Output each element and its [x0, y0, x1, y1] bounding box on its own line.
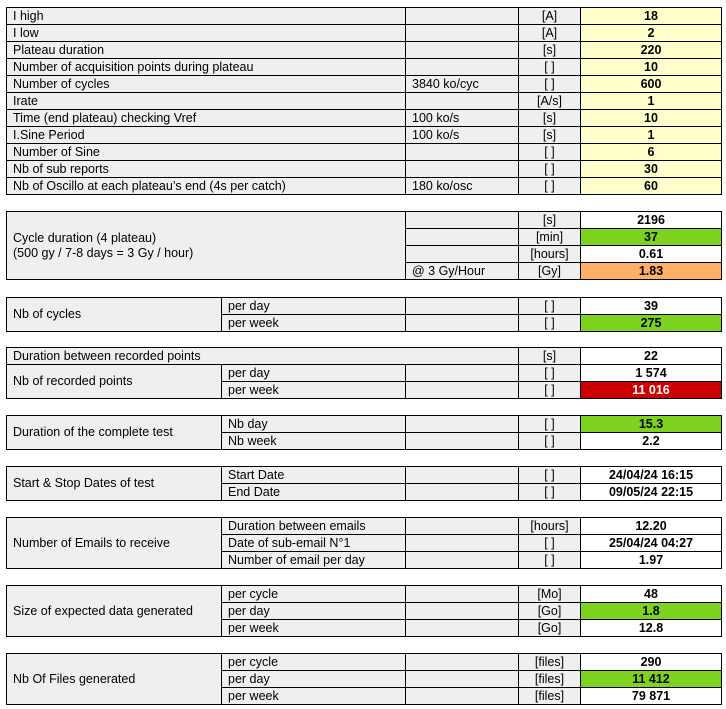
nb-cycles-table	[6, 297, 722, 332]
cycle-duration-table	[6, 211, 722, 280]
value-cell[interactable]: 1.97	[581, 552, 722, 569]
note-cell	[406, 144, 519, 161]
value-cell[interactable]: 1 574	[581, 365, 722, 382]
unit-cell: [ ]	[519, 315, 581, 332]
unit-cell: [s]	[519, 212, 581, 229]
value-cell[interactable]: 6	[581, 144, 722, 161]
unit-cell: [ ]	[519, 76, 581, 93]
note-cell	[406, 382, 519, 399]
value-cell[interactable]: 12.20	[581, 518, 722, 535]
unit-cell: [Go]	[519, 620, 581, 637]
unit-cell: [A/s]	[519, 93, 581, 110]
sub-label: Date of sub-email N°1	[222, 535, 406, 552]
value-cell[interactable]: 39	[581, 298, 722, 315]
unit-cell: [A]	[519, 25, 581, 42]
note-cell	[406, 246, 519, 263]
note-cell	[406, 25, 519, 42]
value-cell[interactable]: 48	[581, 586, 722, 603]
value-cell[interactable]: 12.8	[581, 620, 722, 637]
note-cell	[406, 603, 519, 620]
param-label: Number of Sine	[7, 144, 406, 161]
note-cell	[406, 315, 519, 332]
complete-test-label: Duration of the complete test	[7, 416, 222, 450]
note-cell: 3840 ko/cyc	[406, 76, 519, 93]
note-cell	[406, 620, 519, 637]
nb-cycles-label: Nb of cycles	[7, 298, 222, 332]
value-cell[interactable]: 11 016	[581, 382, 722, 399]
table-row	[7, 416, 722, 433]
value-cell[interactable]: 37	[581, 229, 722, 246]
dates-label: Start & Stop Dates of test	[7, 467, 222, 501]
param-label: Plateau duration	[7, 42, 406, 59]
note-cell	[406, 467, 519, 484]
unit-cell: [ ]	[519, 467, 581, 484]
table-row	[7, 365, 722, 382]
unit-cell: [s]	[519, 42, 581, 59]
table-row	[7, 59, 722, 76]
cycle-duration-label: Cycle duration (4 plateau) (500 gy / 7-8 days = 3 Gy / hour)	[7, 212, 406, 280]
recorded-points-label: Nb of recorded points	[7, 365, 222, 399]
sub-label: End Date	[222, 484, 406, 501]
note-cell	[406, 552, 519, 569]
unit-cell: [ ]	[519, 59, 581, 76]
note-cell	[406, 433, 519, 450]
table-row	[7, 110, 722, 127]
sub-label: per day	[222, 671, 406, 688]
sub-label: per day	[222, 603, 406, 620]
unit-cell: [ ]	[519, 365, 581, 382]
note-cell: 180 ko/osc	[406, 178, 519, 195]
note-cell	[406, 229, 519, 246]
value-cell[interactable]: 15.3	[581, 416, 722, 433]
sub-label: per day	[222, 365, 406, 382]
table-row	[7, 42, 722, 59]
value-cell[interactable]: 10	[581, 110, 722, 127]
data-size-label: Size of expected data generated	[7, 586, 222, 637]
value-cell[interactable]: 600	[581, 76, 722, 93]
note-cell	[406, 8, 519, 25]
sub-label: Nb week	[222, 433, 406, 450]
unit-cell: [min]	[519, 229, 581, 246]
note-cell	[406, 586, 519, 603]
note-cell	[406, 535, 519, 552]
duration-recorded-label: Duration between recorded points	[7, 348, 519, 365]
note-cell	[406, 298, 519, 315]
value-cell[interactable]: 220	[581, 42, 722, 59]
table-row	[7, 298, 722, 315]
param-label: I.Sine Period	[7, 127, 406, 144]
unit-cell: [ ]	[519, 382, 581, 399]
note-cell	[406, 59, 519, 76]
value-cell[interactable]: 60	[581, 178, 722, 195]
table-row	[7, 212, 722, 229]
sub-label: per week	[222, 620, 406, 637]
value-cell[interactable]: 79 871	[581, 688, 722, 705]
unit-cell: [files]	[519, 688, 581, 705]
unit-cell: [Gy]	[519, 263, 581, 280]
value-cell[interactable]: 18	[581, 8, 722, 25]
emails-label: Number of Emails to receive	[7, 518, 222, 569]
unit-cell: [ ]	[519, 433, 581, 450]
sub-label: Number of email per day	[222, 552, 406, 569]
note-cell	[406, 212, 519, 229]
note-cell	[406, 688, 519, 705]
unit-cell: [ ]	[519, 144, 581, 161]
unit-cell: [hours]	[519, 246, 581, 263]
unit-cell: [s]	[519, 127, 581, 144]
data-size-table	[6, 585, 722, 637]
table-row	[7, 93, 722, 110]
note-cell: @ 3 Gy/Hour	[406, 263, 519, 280]
table-row	[7, 178, 722, 195]
sub-label: per day	[222, 298, 406, 315]
value-cell[interactable]: 2196	[581, 212, 722, 229]
value-cell[interactable]: 1	[581, 127, 722, 144]
unit-cell: [Mo]	[519, 586, 581, 603]
table-row	[7, 518, 722, 535]
note-cell	[406, 161, 519, 178]
sub-label: per week	[222, 382, 406, 399]
value-cell[interactable]: 24/04/24 16:15	[581, 467, 722, 484]
param-label: Nb of Oscillo at each plateau’s end (4s per catch)	[7, 178, 406, 195]
value-cell[interactable]: 30	[581, 161, 722, 178]
unit-cell: [Go]	[519, 603, 581, 620]
param-label: Nb of sub reports	[7, 161, 406, 178]
param-label: Irate	[7, 93, 406, 110]
complete-test-table	[6, 415, 722, 450]
sub-label: per week	[222, 688, 406, 705]
files-label: Nb Of Files generated	[7, 654, 222, 705]
value-cell[interactable]: 10	[581, 59, 722, 76]
unit-cell: [ ]	[519, 535, 581, 552]
param-label: Time (end plateau) checking Vref	[7, 110, 406, 127]
unit-cell: [files]	[519, 654, 581, 671]
param-label: I high	[7, 8, 406, 25]
sub-label: Duration between emails	[222, 518, 406, 535]
param-label: I low	[7, 25, 406, 42]
parameters-table	[6, 7, 722, 195]
note-cell: 100 ko/s	[406, 127, 519, 144]
unit-cell: [files]	[519, 671, 581, 688]
note-cell	[406, 365, 519, 382]
note-cell	[406, 416, 519, 433]
note-cell	[406, 654, 519, 671]
table-row	[7, 467, 722, 484]
value-cell[interactable]: 1.83	[581, 263, 722, 280]
sub-label: Nb day	[222, 416, 406, 433]
unit-cell: [ ]	[519, 298, 581, 315]
files-table	[6, 653, 722, 705]
value-cell[interactable]: 22	[581, 348, 722, 365]
value-cell[interactable]: 1	[581, 93, 722, 110]
value-cell[interactable]: 11 412	[581, 671, 722, 688]
value-cell[interactable]: 275	[581, 315, 722, 332]
note-cell	[406, 518, 519, 535]
value-cell[interactable]: 2	[581, 25, 722, 42]
value-cell[interactable]: 1.8	[581, 603, 722, 620]
table-row	[7, 586, 722, 603]
table-row	[7, 161, 722, 178]
param-label: Number of cycles	[7, 76, 406, 93]
emails-table	[6, 517, 722, 569]
table-row	[7, 654, 722, 671]
unit-cell: [s]	[519, 110, 581, 127]
note-cell	[406, 93, 519, 110]
unit-cell: [ ]	[519, 484, 581, 501]
value-cell[interactable]: 09/05/24 22:15	[581, 484, 722, 501]
table-row	[7, 8, 722, 25]
unit-cell: [ ]	[519, 416, 581, 433]
table-row	[7, 25, 722, 42]
sub-label: Start Date	[222, 467, 406, 484]
value-cell[interactable]: 25/04/24 04:27	[581, 535, 722, 552]
table-row	[7, 76, 722, 93]
note-cell: 100 ko/s	[406, 110, 519, 127]
value-cell[interactable]: 0.61	[581, 246, 722, 263]
table-row	[7, 348, 722, 365]
value-cell[interactable]: 290	[581, 654, 722, 671]
unit-cell: [A]	[519, 8, 581, 25]
note-cell	[406, 484, 519, 501]
unit-cell: [s]	[519, 348, 581, 365]
dates-table	[6, 466, 722, 501]
note-cell	[406, 42, 519, 59]
unit-cell: [ ]	[519, 178, 581, 195]
unit-cell: [ ]	[519, 161, 581, 178]
note-cell	[406, 671, 519, 688]
unit-cell: [hours]	[519, 518, 581, 535]
value-cell[interactable]: 2.2	[581, 433, 722, 450]
table-row	[7, 127, 722, 144]
table-row	[7, 144, 722, 161]
sub-label: per week	[222, 315, 406, 332]
sub-label: per cycle	[222, 654, 406, 671]
recorded-points-table	[6, 347, 722, 399]
param-label: Number of acquisition points during plateau	[7, 59, 406, 76]
sub-label: per cycle	[222, 586, 406, 603]
unit-cell: [ ]	[519, 552, 581, 569]
